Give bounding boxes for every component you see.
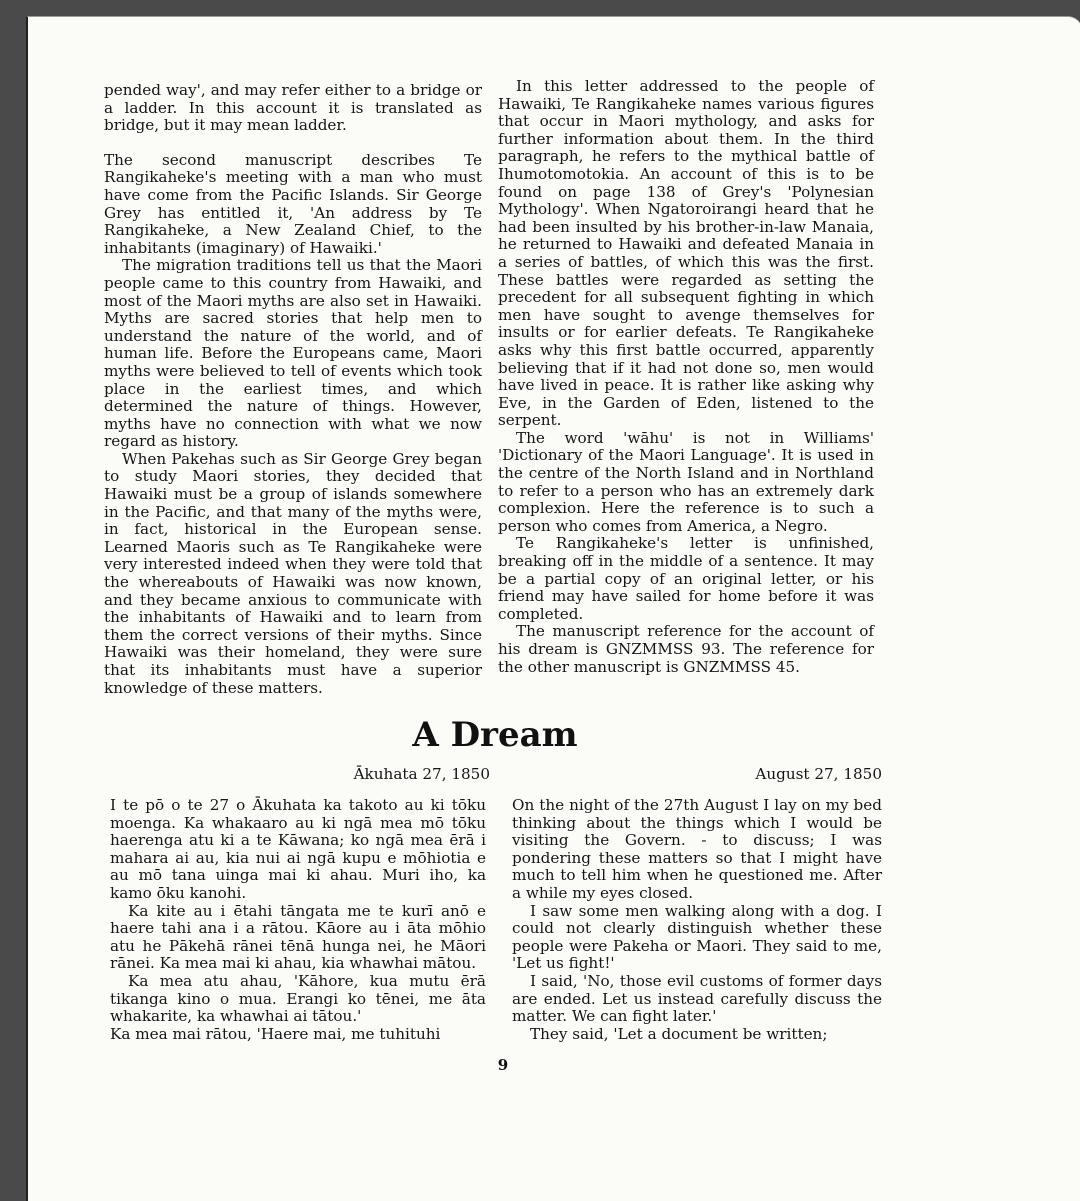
intro-left-column bbox=[104, 82, 482, 697]
paragraph: The migration traditions tell us that the Maori people came to this country from Hawaiki, and most of the Maori myths are also set in Hawaiki. Myths are sacred stories that help men to understand the nature of the world, and of human life. Before the Europeans came, Maori myths were believed to tell of events which took place in the earliest times, and which determined the nature of things. However, myths have no connection with what we now regard as history. bbox=[104, 256, 482, 451]
maori-text-column bbox=[110, 797, 486, 1043]
page-number: 9 bbox=[497, 1056, 509, 1074]
paragraph: Ka mea atu ahau, 'Kāhore, kua mutu ērā tikanga kino o mua. Erangi ko tēnei, me āta whakarite, ka whawhai ai tātou.' bbox=[110, 971, 486, 1026]
maori-date: Ākuhata 27, 1850 bbox=[353, 765, 490, 783]
paragraph: In this letter addressed to the people of Hawaiki, Te Rangikaheke names various figures that occur in Maori mythology, and asks for further information about them. In the third paragraph, he refers to the mythical battle of Ihumotomotokia. An account of this is to be found on page 138 of Grey's 'Polynesian Mythology'. When Ngatoroirangi heard that he had been insulted by his brother-in-law Manaia, he returned to Hawaiki and defeated Manaia in a series of battles, of which this was the first. These battles were regarded as setting the precedent for all subsequent fighting in which men have sought to avenge themselves for insults or for earlier defeats. Te Rangikaheke asks why this first battle occurred, apparently believing that if it had not done so, men would have lived in peace. It is rather like asking why Eve, in the Garden of Eden, listened to the serpent. bbox=[498, 77, 874, 430]
paragraph: I said, 'No, those evil customs of former days are ended. Let us instead carefully discuss the matter. We can fight later.' bbox=[512, 971, 882, 1026]
paragraph: I saw some men walking along with a dog. I could not clearly distinguish whether these people were Pakeha or Maori. They said to me, 'Let us fight!' bbox=[512, 901, 882, 973]
paragraph: I te pō o te 27 o Ākuhata ka takoto au ki tōku moenga. Ka whakaaro au ki ngā mea mō tōku haerenga atu ki a te Kāwana; ko ngā mea ērā i mahara ai au, kia nui ai ngā kupu e mōhiotia e au mō tana uinga mai ki ahau. Muri iho, ka kamo ōku kanohi. bbox=[110, 796, 486, 902]
paragraph: The manuscript reference for the account of his dream is GNZMMSS 93. The reference for the other manuscript is GNZMMSS 45. bbox=[498, 622, 874, 676]
paragraph: The second manuscript describes Te Rangikaheke's meeting with a man who must have come from the Pacific Islands. Sir George Grey has entitled it, 'An address by Te Rangikaheke, a New Zealand Chief, to the inhabitants (imaginary) of Hawaiki.' bbox=[104, 150, 482, 257]
paragraph: Ka mea mai rātou, 'Haere mai, me tuhituhi bbox=[110, 1024, 441, 1043]
paragraph: pended way', and may refer either to a bridge or a ladder. In this account it is translated as bridge, but it may mean ladder. bbox=[104, 81, 482, 135]
paragraph: Te Rangikaheke's letter is unfinished, breaking off in the middle of a sentence. It may be a partial copy of an original letter, or his friend may have sailed for home before it was completed. bbox=[498, 534, 874, 623]
intro-right-column bbox=[498, 78, 874, 676]
paragraph: They said, 'Let a document be written; bbox=[530, 1024, 828, 1043]
paragraph: On the night of the 27th August I lay on my bed thinking about the things which I would be visiting the Govern. - to discuss; I was pondering these matters so that I might have much to tell him when he questioned me. After a while my eyes closed. bbox=[512, 796, 882, 902]
section-title: A Dream bbox=[412, 715, 578, 755]
english-date: August 27, 1850 bbox=[755, 765, 882, 783]
paragraph: The word 'wāhu' is not in Williams' 'Dictionary of the Maori Language'. It is used in the centre of the North Island and in Northland to refer to a person who has an extremely dark complexion. Here the reference is to such a person who comes from America, a Negro. bbox=[498, 428, 874, 535]
paragraph: When Pakehas such as Sir George Grey began to study Maori stories, they decided that Hawaiki must be a group of islands somewhere in the Pacific, and that many of the myths were, in fact, historical in the European sense. Learned Maoris such as Te Rangikaheke were very interested indeed when they were told that the whereabouts of Hawaiki was now known, and they became anxious to communicate with the inhabitants of Hawaiki and to learn from them the correct versions of their myths. Since Hawaiki was their homeland, they were sure that its inhabitants must have a superior knowledge of these matters. bbox=[104, 449, 482, 697]
english-text-column bbox=[512, 797, 882, 1043]
paragraph: Ka kite au i ētahi tāngata me te kurī anō e haere tahi ana i a rātou. Kāore au i āta mōhio atu he Pākehā rānei tēnā hunga nei, he Māori rānei. Ka mea mai ki ahau, kia whawhai mātou. bbox=[110, 901, 486, 973]
book-page bbox=[26, 16, 1080, 1201]
